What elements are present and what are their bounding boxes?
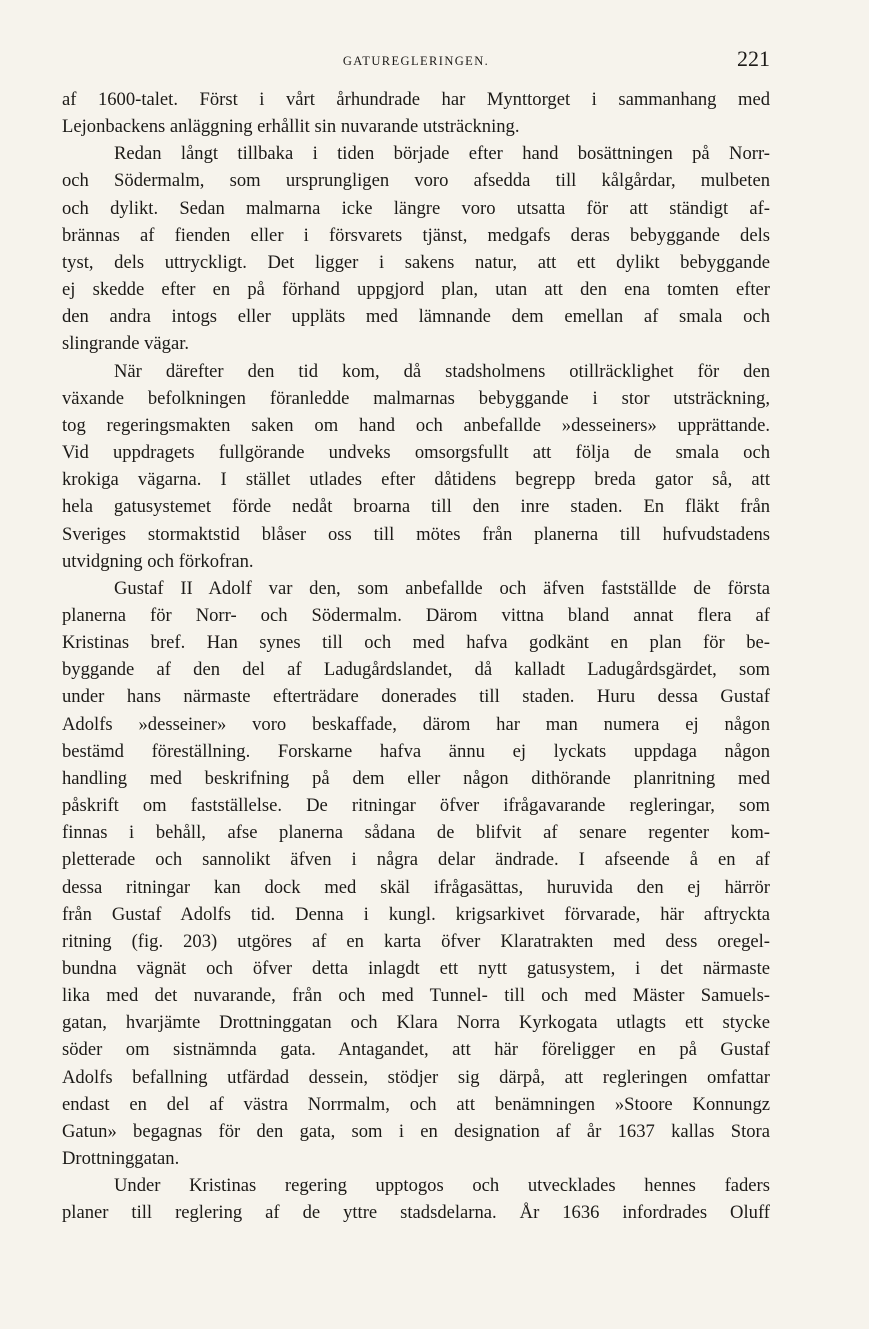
page-number: 221 — [737, 46, 770, 71]
body-text — [62, 86, 770, 1227]
text-line: den andra intogs eller uppläts med lämnande dem emellan af smala och — [62, 306, 770, 328]
text-line: ritning (fig. 203) utgöres af en karta öfver Klaratrakten med dess oregel- — [62, 930, 770, 952]
text-line: bundna vägnät och öfver detta inlagdt ett nytt gatusystem, i det närmaste — [62, 958, 770, 979]
text-line: ej skedde efter en på förhand uppgjord plan, utan att den ena tomten efter — [62, 279, 770, 301]
text-line: Redan långt tillbaka i tiden började efter hand bosättningen på Norr- — [114, 143, 770, 165]
text-line: endast en del af västra Norrmalm, och att benämningen »Stoore Konnungz — [62, 1093, 770, 1115]
text-line: planerna för Norr- och Södermalm. Därom vittna bland annat flera af — [62, 604, 770, 626]
text-line: tog regeringsmakten saken om hand och anbefallde »desseiners» upprättande. — [62, 414, 770, 436]
text-line: bestämd föreställning. Forskarne hafva ännu ej lyckats uppdaga någon — [62, 740, 770, 762]
text-line: Lejonbackens anläggning erhållit sin nuvarande utsträckning. — [62, 116, 520, 138]
page-header — [62, 46, 770, 76]
text-line: under hans närmaste efterträdare donerades till staden. Huru dessa Gustaf — [62, 686, 770, 708]
text-line: Gustaf II Adolf var den, som anbefallde och äfven fastställde de första — [114, 577, 770, 599]
text-line: Adolfs befallning utfärdad dessein, stödjer sig därpå, att regleringen omfattar — [62, 1066, 770, 1088]
text-line: och dylikt. Sedan malmarna icke längre voro utsatta för att ständigt af- — [62, 197, 770, 219]
text-line: från Gustaf Adolfs tid. Denna i kungl. krigsarkivet förvarade, här aftryckta — [62, 903, 770, 925]
text-line: Vid uppdragets fullgörande undveks omsorgsfullt att följa de smala och — [62, 442, 770, 464]
text-line: pletterade och sannolikt äfven i några delar ändrade. I afseende å en af — [62, 849, 770, 871]
text-line: slingrande vägar. — [62, 333, 190, 355]
text-line: utvidgning och förkofran. — [62, 550, 254, 572]
paragraph — [62, 1172, 770, 1226]
text-line: Under Kristinas regering upptogos och utvecklades hennes faders — [114, 1175, 770, 1197]
text-line: krokiga vägarna. I stället utlades efter dåtidens begrepp breda gator så, att — [62, 469, 770, 491]
text-line: Sveriges stormaktstid blåser oss till mötes från planerna till hufvudstadens — [62, 523, 770, 545]
text-line: hela gatusystemet förde nedåt broarna till den inre staden. En fläkt från — [62, 496, 770, 518]
paragraph — [62, 358, 770, 575]
text-line: När därefter den tid kom, då stadsholmens otillräcklighet för den — [114, 360, 770, 382]
text-line: gatan, hvarjämte Drottninggatan och Klara Norra Kyrkogata utlagts ett stycke — [62, 1012, 770, 1034]
running-head: GATUREGLERINGEN. — [342, 54, 490, 68]
text-line: växande befolkningen föranledde malmarnas bebyggande i stor utsträckning, — [62, 387, 770, 409]
text-line: dessa ritningar kan dock med skäl ifrågasättas, huruvida den ej härrör — [62, 876, 770, 898]
text-line: handling med beskrifning på dem eller någon dithörande planritning med — [62, 767, 770, 789]
paragraph — [62, 575, 770, 1172]
paragraph — [62, 86, 770, 140]
text-line: Drottninggatan. — [62, 1148, 180, 1170]
text-line: söder om sistnämnda gata. Antagandet, att här föreligger en på Gustaf — [62, 1039, 770, 1061]
text-line: lika med det nuvarande, från och med Tunnel- till och med Mäster Samuels- — [62, 985, 770, 1007]
text-line: påskrift om fastställelse. De ritningar öfver ifrågavarande regleringar, som — [62, 795, 770, 817]
text-line: och Södermalm, som ursprungligen voro afsedda till kålgårdar, mulbeten — [62, 170, 770, 192]
text-line: planer till reglering af de yttre stadsdelarna. År 1636 infordrades Oluff — [62, 1202, 770, 1224]
text-line: finnas i behåll, afse planerna sådana de blifvit af senare regenter kom- — [62, 822, 770, 844]
text-line: tyst, dels uttryckligt. Det ligger i sakens natur, att ett dylikt bebyggande — [62, 251, 770, 273]
text-line: byggande af den del af Ladugårdslandet, då kalladt Ladugårdsgärdet, som — [62, 659, 770, 681]
text-line: Gatun» begagnas för den gata, som i en designation af år 1637 kallas Stora — [62, 1120, 770, 1142]
text-line: brännas af fienden eller i försvarets tjänst, medgafs deras bebyggande dels — [62, 224, 770, 246]
text-line: Kristinas bref. Han synes till och med hafva godkänt en plan för be- — [62, 632, 770, 654]
paragraph — [62, 140, 770, 357]
text-line: af 1600-talet. Först i vårt århundrade har Mynttorget i sammanhang med — [62, 89, 770, 110]
text-line: Adolfs »desseiner» voro beskaffade, därom har man numera ej någon — [62, 713, 770, 735]
